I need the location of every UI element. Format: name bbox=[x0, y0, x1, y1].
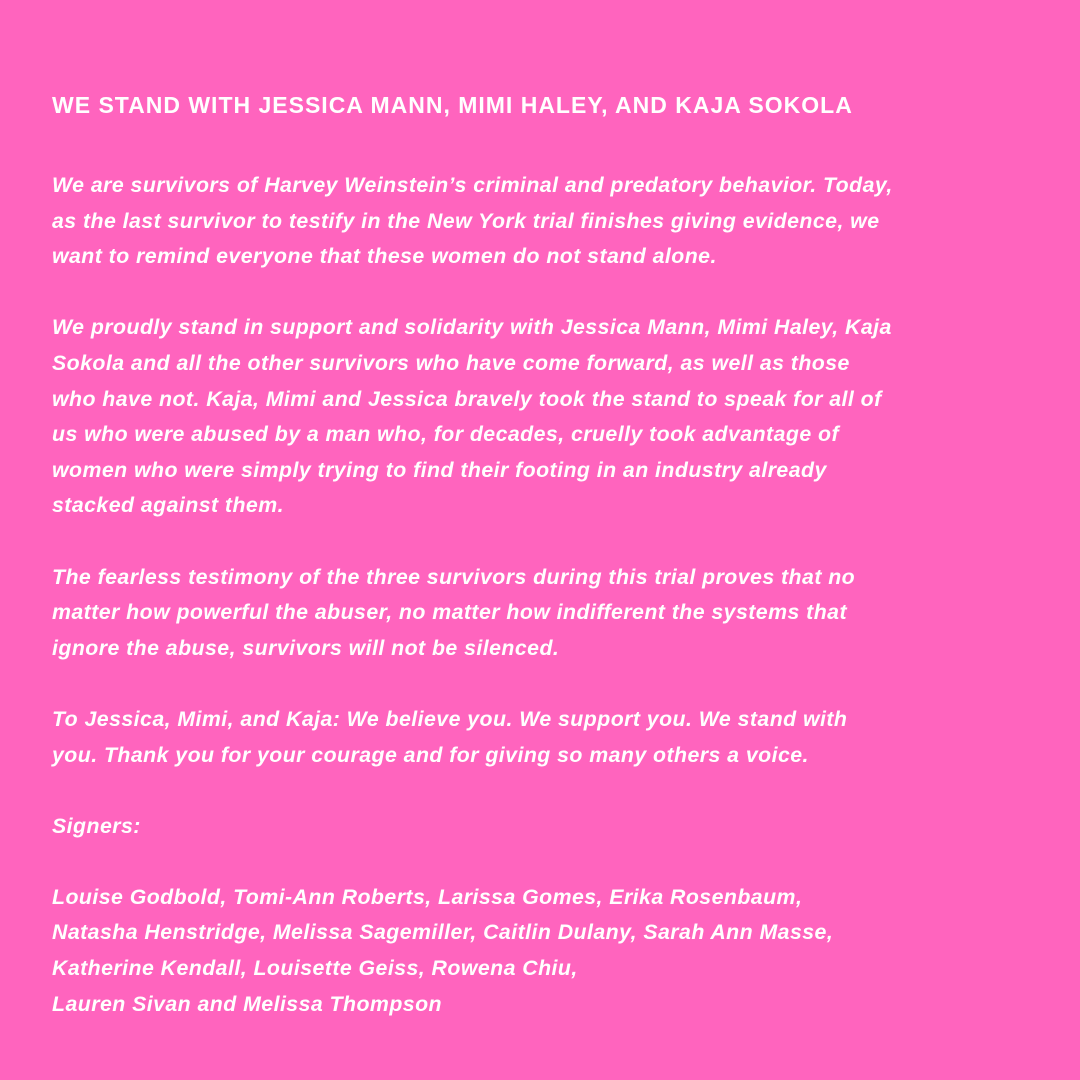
signers-list bbox=[52, 880, 1042, 1022]
signer-line: Natasha Henstridge, Melissa Sagemiller, Caitlin Dulany, Sarah Ann Masse, bbox=[52, 920, 834, 945]
text-line: want to remind everyone that these women do not stand alone. bbox=[52, 244, 717, 269]
text-line: The fearless testimony of the three survivors during this trial proves that no bbox=[52, 564, 856, 589]
text-line: To Jessica, Mimi, and Kaja: We believe you. We support you. We stand with bbox=[52, 706, 848, 731]
text-line: We are survivors of Harvey Weinstein’s criminal and predatory behavior. Today, bbox=[52, 173, 893, 197]
statement-body bbox=[52, 168, 1042, 1058]
statement-title: WE STAND WITH JESSICA MANN, MIMI HALEY, AND KAJA SOKOLA bbox=[52, 92, 853, 118]
text-line: stacked against them. bbox=[52, 493, 284, 518]
text-line: as the last survivor to testify in the New York trial finishes giving evidence, we bbox=[52, 208, 880, 233]
text-line: us who were abused by a man who, for decades, cruelly took advantage of bbox=[52, 422, 840, 447]
text-line: women who were simply trying to find their footing in an industry already bbox=[52, 457, 827, 482]
text-line: who have not. Kaja, Mimi and Jessica bravely took the stand to speak for all of bbox=[52, 386, 882, 411]
signer-line: Louise Godbold, Tomi-Ann Roberts, Larissa Gomes, Erika Rosenbaum, bbox=[52, 884, 803, 909]
text-line: Sokola and all the other survivors who have come forward, as well as those bbox=[52, 350, 850, 375]
paragraph-2 bbox=[52, 310, 1042, 524]
signer-line: Lauren Sivan and Melissa Thompson bbox=[52, 991, 442, 1016]
paragraph-4 bbox=[52, 702, 1042, 773]
text-line: matter how powerful the abuser, no matter how indifferent the systems that bbox=[52, 600, 847, 625]
text-line: ignore the abuse, survivors will not be silenced. bbox=[52, 635, 560, 660]
paragraph-1 bbox=[52, 168, 1042, 275]
text-line: you. Thank you for your courage and for giving so many others a voice. bbox=[52, 742, 809, 767]
signers-heading bbox=[52, 809, 1042, 845]
paragraph-3 bbox=[52, 560, 1042, 667]
signer-line: Katherine Kendall, Louisette Geiss, Rowena Chiu, bbox=[52, 956, 578, 981]
text-line: We proudly stand in support and solidarity with Jessica Mann, Mimi Haley, Kaja bbox=[52, 315, 892, 340]
text-line: Signers: bbox=[52, 813, 141, 838]
